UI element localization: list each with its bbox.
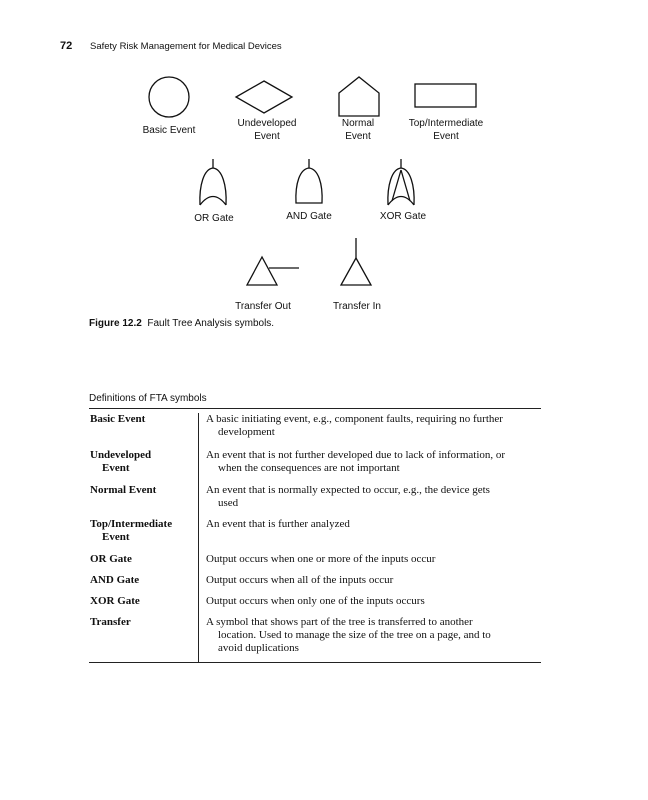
definition-cell: [199, 553, 541, 574]
undeveloped-event-symbol: [236, 81, 292, 113]
term-line: Event: [102, 531, 130, 543]
term-line: AND Gate: [90, 574, 140, 586]
table-title: Definitions of FTA symbols: [89, 393, 207, 404]
term-cell: [89, 413, 199, 449]
xor-gate-symbol: [388, 159, 414, 205]
table-row: [89, 484, 541, 518]
label-top-event-2: Event: [433, 131, 459, 142]
definition-line: An event that is normally expected to occur, e.g., the device gets: [206, 484, 490, 496]
term-line: XOR Gate: [90, 595, 140, 607]
label-undeveloped-event-1: Undeveloped: [237, 118, 297, 129]
table-row: [89, 616, 541, 662]
running-head: Safety Risk Management for Medical Devices: [90, 41, 282, 52]
transfer-in-symbol: [341, 238, 371, 285]
definition-cell: [199, 616, 541, 662]
term-line: Transfer: [90, 616, 131, 628]
definition-line: avoid duplications: [218, 642, 299, 654]
label-top-event-1: Top/Intermediate: [408, 118, 484, 129]
term-line: Top/Intermediate: [90, 518, 173, 530]
definition-line: An event that is further analyzed: [206, 518, 350, 530]
definition-cell: [199, 413, 541, 449]
definition-line: A basic initiating event, e.g., component faults, requiring no further: [206, 413, 503, 425]
definition-line: Output occurs when all of the inputs occur: [206, 574, 394, 586]
and-gate-symbol: [296, 159, 322, 203]
definition-cell: [199, 574, 541, 595]
definition-cell: [199, 595, 541, 616]
table-row: [89, 595, 541, 616]
term-line: Normal Event: [90, 484, 157, 496]
label-undeveloped-event-2: Event: [254, 131, 280, 142]
term-cell: [89, 595, 199, 616]
table-row: [89, 518, 541, 553]
term-line: Undeveloped: [90, 449, 152, 461]
basic-event-symbol: [149, 77, 189, 117]
table-row: [89, 449, 541, 484]
label-and-gate: AND Gate: [286, 211, 332, 222]
term-line: Basic Event: [90, 413, 146, 425]
normal-event-symbol: [339, 77, 379, 116]
table-row: [89, 553, 541, 574]
figure-number: Figure 12.2: [89, 318, 142, 329]
term-cell: [89, 449, 199, 484]
label-basic-event: Basic Event: [142, 125, 196, 136]
definition-line: used: [218, 497, 239, 509]
term-line: OR Gate: [90, 553, 132, 565]
term-cell: [89, 574, 199, 595]
label-normal-event-1: Normal: [341, 118, 375, 129]
definition-cell: [199, 484, 541, 518]
definition-cell: [199, 449, 541, 484]
definition-line: development: [218, 426, 275, 438]
label-or-gate: OR Gate: [194, 213, 234, 224]
label-transfer-out: Transfer Out: [235, 301, 291, 312]
fta-symbols-figure: [0, 0, 648, 320]
term-cell: [89, 518, 199, 553]
definitions-table: [89, 408, 541, 663]
table-row: [89, 574, 541, 595]
definition-line: An event that is not further developed due to lack of information, or: [206, 449, 506, 461]
label-xor-gate: XOR Gate: [379, 211, 427, 222]
top-intermediate-event-symbol: [415, 84, 476, 107]
table-row: [89, 409, 541, 449]
figure-caption-text: Fault Tree Analysis symbols.: [147, 318, 275, 329]
definition-line: A symbol that shows part of the tree is transferred to another: [206, 616, 473, 628]
or-gate-symbol: [200, 159, 226, 205]
definition-line: when the consequences are not important: [218, 462, 400, 474]
figure-caption: [89, 318, 274, 329]
page-number: 72: [60, 40, 73, 52]
label-normal-event-2: Event: [345, 131, 371, 142]
transfer-out-symbol: [247, 257, 299, 285]
term-cell: [89, 616, 199, 662]
label-transfer-in: Transfer In: [333, 301, 381, 312]
definition-cell: [199, 518, 541, 553]
definition-line: Output occurs when one or more of the inputs occur: [206, 553, 436, 565]
definition-line: location. Used to manage the size of the tree on a page, and to: [218, 629, 491, 641]
term-cell: [89, 553, 199, 574]
term-line: Event: [102, 462, 130, 474]
term-cell: [89, 484, 199, 518]
definition-line: Output occurs when only one of the inputs occurs: [206, 595, 425, 607]
